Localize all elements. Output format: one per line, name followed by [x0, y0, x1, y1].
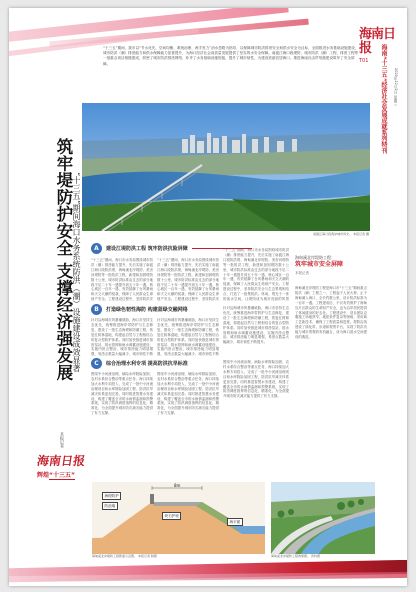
- newspaper-page: [9, 8, 407, 586]
- render-caption: 海甸溪北岸堤防工程效果图。 资料图: [271, 554, 320, 558]
- diagram-width-label: 8m: [174, 483, 181, 488]
- publication-date: 2020年12月2日 星期三: [394, 68, 398, 106]
- section-c-col2: 围绕中小河流治理、病险水库除险加固、农村水系综合整治等重点任务，海口持续加大水利专项投入，完成了一批中小河流治理项目和水库除险加固工程，防洪抗旱减灾体系更加完善。同时推进智慧水务建设，构建了覆盖全市的水雨情监测和预警系统，实现了防汛调度指挥的信息化、精准化，为全面提升城市防灾减灾能力提供了有力支撑。: [157, 372, 219, 416]
- section-b-col3: 针对沿海城市风暴潮威胁，海口市坚持生态优先，统筹推进海岸带防护与生态修复，建设了一批生态海堤和防潮工程，恢复红树林湿地，构建起自然与工程相结合的复合型防护体系。同时加快推进城市排涝泵站、排水管网和雨水调蓄设施建设，实施内涝点整治，城市排涝能力明显增强，易涝点数量大幅减少，城市韧性不断提升。: [223, 306, 289, 345]
- section-badge: C: [91, 358, 102, 369]
- footer-ribbon-decoration: [9, 560, 407, 586]
- section-a-col1: “十三五”期间，海口市水务局围绕城市防洪（潮）排涝能力提升，先后实施了南渡江海口段防洪堤、海甸溪北岸堤防、美舍河堤防等一批防洪工程，新建和加固堤防数十公里，城市防洪标准由过去的部分地段不足二十年一遇提升到五十年一遇、核心城区一百年一遇，有效抵御了台风暴雨和天文大潮的侵袭，保障了人民群众生命财产安全。工程建设过程中，坚持防洪安: [91, 258, 153, 302]
- byline: 本报记者: [60, 432, 65, 448]
- section-b-col2: 针对沿海城市风暴潮威胁，海口市坚持生态优先，统筹推进海岸带防护与生态修复，建设了一批生态海堤和防潮工程，恢复红树林湿地，构建起自然与工程相结合的复合型防护体系。同时加快推进城市排涝泵站、排水管网和雨水调蓄设施建设，实施内涝点整治，城市排涝能力明显增强，易涝点数量大幅减少，城市韧性不断: [157, 318, 219, 356]
- diagram-caption: 海甸溪北岸堤防工程断面示意图。 本报记者 制图: [92, 554, 157, 558]
- levee-cross-section-diagram: [92, 482, 265, 554]
- sidebar-title: 筑牢城市安全屏障: [295, 261, 344, 268]
- series-title: 海南“十三五”经济社会发展成就系列特刊: [380, 44, 387, 154]
- section-b-heading: [91, 304, 241, 315]
- section-badge: B: [91, 304, 102, 315]
- brand-highlight: “十三五”: [49, 472, 75, 479]
- newspaper-logo: 海南日报: [359, 27, 396, 56]
- section-title: 打造绿色韧性海防 构建蓝绿交融网络: [106, 307, 188, 313]
- sidebar-author: 本报记者: [295, 270, 309, 275]
- section-title: 综合治理水利专项 提高防洪抗旱标准: [106, 361, 188, 367]
- brand-logo: 海南日报: [36, 454, 86, 468]
- levee-render-image: [271, 482, 375, 554]
- diagram-label-right: 海平面: [227, 518, 243, 526]
- section-badge: A: [91, 243, 102, 254]
- brand-subtitle: [37, 470, 107, 479]
- section-c-heading: [91, 358, 241, 369]
- page-headline: 筑牢堤防护安全 支撑经济强发展: [54, 138, 73, 381]
- series-brand: [37, 454, 107, 479]
- section-title: 建设江堤防洪工程 筑牢防洪抗险屏障: [106, 246, 188, 252]
- section-c-col3: 围绕中小河流治理、病险水库除险加固、农村水系综合整治等重点任务，海口持续加大水利专项投入，完成了一批中小河流治理项目和水库除险加固工程，防洪抗旱减灾体系更加完善。同时推进智慧水务建设，构建了覆盖全市的水雨情监测和预警系统，实现了防汛调度指挥的信息化、精准化，为全面提升城市防灾减灾能力提供了有力支撑。: [223, 360, 289, 399]
- section-a-col3: “十三五”期间，海口市水务局围绕城市防洪（潮）排涝能力提升，先后实施了南渡江海口段防洪堤、海甸溪北岸堤防、美舍河堤防等一批防洪工程，新建和加固堤防数十公里，城市防洪标准由过去的部分地段不足二十年一遇提升到五十年一遇、核心城区一百年一遇，有效抵御了台风暴雨和天文大潮的侵袭，保障了人民群众生命财产安全。工程建设过程中，坚持防洪安全与生态景观相结合，打造了一批集防洪、休闲、观光于一体的滨水空间，让堤防成为城市亮丽的风景: [223, 248, 289, 302]
- brand-prefix: 辉煌: [37, 472, 50, 479]
- section-a-col2: “十三五”期间，海口市水务局围绕城市防洪（潮）排涝能力提升，先后实施了南渡江海口段防洪堤、海甸溪北岸堤防、美舍河堤防等一批防洪工程，新建和加固堤防数十公里，城市防洪标准由过去的部分地段不足二十年一遇提升到五十年一遇、核心城区一百年一遇，有效抵御了台风暴雨和天文大潮的侵袭，保障了人民群众生命财产安全。工程建设过程中，坚持防洪安: [157, 258, 219, 302]
- page-subheadline: “十三五”期间海口水务系统防洪（潮）设施建设成效显著: [72, 172, 81, 373]
- city-river-photo: [82, 103, 370, 231]
- sidebar-text: 海甸溪北岸堤防工程是海口市“十三五”期间重点防洪（潮）工程之一，工程起于人民大桥，止于海甸溪入海口，全长约数公里，设计防洪标准为一百年一遇。工程建成后，不仅有效保护了海甸岛片区群众的生命财产安全，也为沿岸居民提供了休闲健身的好去处。工程建设中，项目团队克服施工场地狭窄、地质条件复杂等困难，采用新工艺新技术，确保了工程质量和进度。堤防沿线建设了绿化带、步道和观景平台，实现了防洪功能与城市景观的有机融合，成为海口滨水空间建设的典范。: [295, 286, 367, 340]
- section-b-col1: 针对沿海城市风暴潮威胁，海口市坚持生态优先，统筹推进海岸带防护与生态修复，建设了一批生态海堤和防潮工程，恢复红树林湿地，构建起自然与工程相结合的复合型防护体系。同时加快推进城市排涝泵站、排水管网和雨水调蓄设施建设，实施内涝点整治，城市排涝能力明显增强，易涝点数量大幅减少，城市韧性不断: [91, 318, 153, 356]
- intro-paragraph: “十三五”期间，我市以“节水优先、空间均衡、系统治理、两手发力”治水思路为指导，以保障城市防洪排涝安全和供水安全为目标，全面推进水务基础设施建设，城市防洪（潮）排涝能力和供水保障能力显著提升，为海口经济社会高质量发展提供了坚实的水安全保障。南渡江海口段堤防、城市防洪（潮）工程、排涝工程等一批重点项目相继建成，织密了城市防洪排涝网络，补齐了水务基础设施短板，提升了城市韧性，为建设美丽宜居海口、推进海南自由贸易港建设筑牢了安全屏障。: [103, 46, 359, 66]
- section-c-col1: 围绕中小河流治理、病险水库除险加固、农村水系综合整治等重点任务，海口持续加大水利专项投入，完成了一批中小河流治理项目和水库除险加固工程，防洪抗旱减灾体系更加完善。同时推进智慧水务建设，构建了覆盖全市的水雨情监测和预警系统，实现了防汛调度指挥的信息化、精准化，为全面提升城市防灾减灾能力提供了有力支撑。: [91, 372, 153, 416]
- sidebar-kicker: 海甸溪北岸堤防工程：: [295, 255, 335, 260]
- diagram-label-mid: 块石护坡: [162, 512, 181, 520]
- diagram-label-left: 防浪墙: [102, 502, 118, 510]
- page-number: T01: [359, 58, 369, 64]
- sidebar-heading: [295, 255, 367, 276]
- photo-caption: 南渡江海口段两岸城市风光。 本报记者 摄: [313, 232, 369, 236]
- diagram-label-top: 海堤防护: [102, 492, 121, 500]
